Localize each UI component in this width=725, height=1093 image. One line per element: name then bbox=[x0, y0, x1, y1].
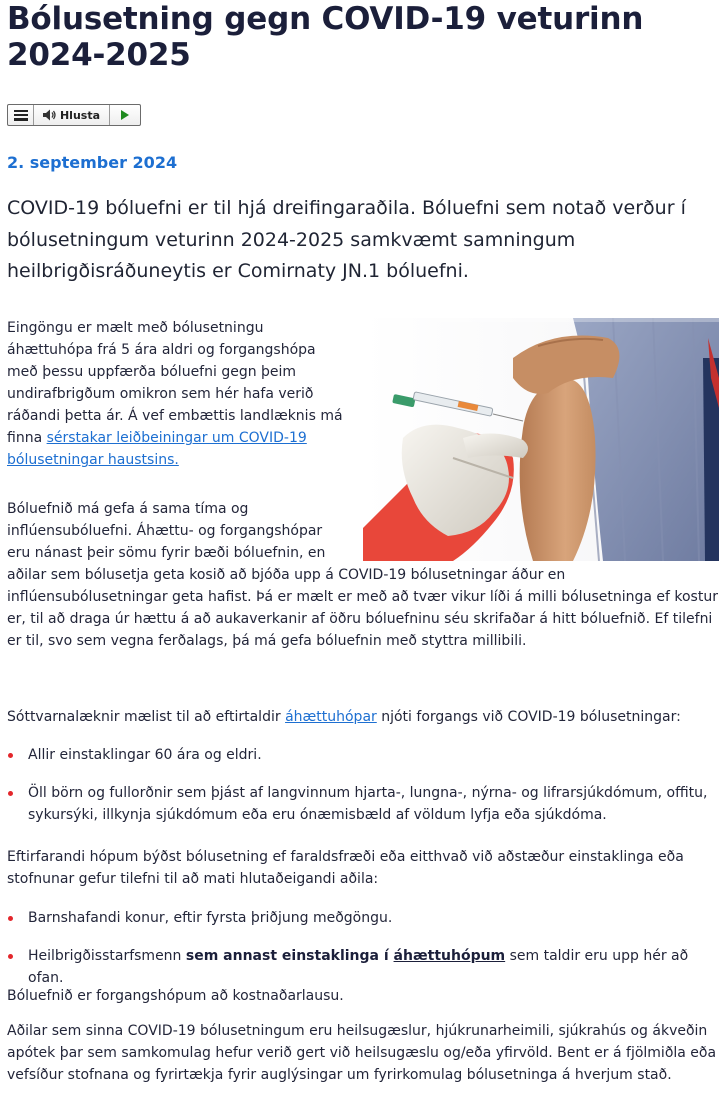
page-title: Bólusetning gegn COVID-19 veturinn 2024-2025 bbox=[7, 1, 644, 73]
play-icon bbox=[121, 110, 129, 120]
bullet-dot bbox=[8, 916, 13, 921]
read-aloud-player bbox=[7, 104, 141, 126]
speaker-icon bbox=[43, 109, 57, 121]
list-item bbox=[7, 782, 719, 826]
paragraph-2-body: Bóluefnið má gefa á sama tíma og inflúensubóluefni. Áhættu- og forgangshópar eru nánast þeir sömu fyrir bæði bóluefnin, en aðilar sem bólusetja geta kosið að bjóða upp á COVID-19 bólusetningar áður en inflúensubólusetningar geta hafist. Þá er mælt er með að tvær vikur líði á milli bólusetninga ef kostur er, til að draga úr hættu á að aukaverkanir af öðru bóluefninu séu skrifaðar á hitt bóluefnið. Ef tilefni er til, svo sem vegna ferðalags, þá má gefa bóluefnin með styttra millibili. bbox=[7, 501, 718, 649]
image-float-spacer bbox=[349, 498, 719, 562]
publish-date: 2. september 2024 bbox=[7, 153, 178, 172]
paragraph-3 bbox=[7, 706, 719, 728]
list-item-text: Heilbrigðisstarfsmenn bbox=[28, 948, 186, 964]
eligible-list bbox=[7, 907, 719, 989]
bullet-dot bbox=[8, 954, 13, 959]
risk-groups-link[interactable]: áhættuhópar bbox=[285, 709, 377, 725]
bullet-dot bbox=[8, 753, 13, 758]
priority-list bbox=[7, 744, 719, 826]
paragraph-6: Aðilar sem sinna COVID-19 bólusetningum eru heilsugæslur, hjúkrunarheimili, sjúkrahús og ákveðin apótek þar sem samkomulag hefur verið gert við heilsugæslu og/eða yfirvöld. Bent er á fjölmiðla eða vefsíður stofnana og fyrirtækja fyrir auglýsingar um fyrirkomulag bólusetninga á hverjum stað. bbox=[7, 1023, 717, 1083]
risk-groups-link-2[interactable]: áhættuhópum bbox=[393, 948, 506, 964]
paragraph-3-after: njóti forgangs við COVID-19 bólusetningar: bbox=[376, 709, 681, 725]
hamburger-icon bbox=[14, 110, 28, 121]
list-item-text: Öll börn og fullorðnir sem þjást af langvinnum hjarta-, lungna-, nýrna- og lifrarsjúkdómum, offitu, sykursýki, illkynja sjúkdómum eða eru ónæmisbæld af völdum lyfja eða sjúkdóma. bbox=[28, 785, 708, 823]
paragraph-2-text bbox=[7, 498, 719, 652]
list-item-text: Allir einstaklingar 60 ára og eldri. bbox=[28, 747, 262, 763]
player-menu-button[interactable] bbox=[8, 105, 34, 125]
paragraph-5: Bóluefnið er forgangshópum að kostnaðarlausu. bbox=[7, 988, 344, 1004]
lead-paragraph: COVID-19 bóluefni er til hjá dreifingaraðila. Bóluefni sem notað verður í bólusetningum veturinn 2024-2025 samkvæmt samningum heilbrigðisráðuneytis er Comirnaty JN.1 bóluefni. bbox=[7, 197, 686, 282]
paragraph-1 bbox=[7, 317, 349, 471]
listen-button[interactable] bbox=[34, 105, 110, 125]
list-item-bold: sem annast einstaklinga í bbox=[185, 948, 394, 964]
list-item bbox=[7, 945, 719, 989]
paragraph-3-before: Sóttvarnalæknir mælist til að eftirtaldir bbox=[7, 709, 286, 725]
bullet-dot bbox=[8, 791, 13, 796]
guidelines-link[interactable]: sérstakar leiðbeiningar um COVID-19 bólusetningar haustsins. bbox=[7, 430, 307, 468]
play-button[interactable] bbox=[110, 105, 140, 125]
listen-label: Hlusta bbox=[59, 108, 101, 122]
list-item bbox=[7, 744, 719, 766]
list-item-after: sem taldir eru upp hér að ofan. bbox=[28, 948, 689, 986]
paragraph-1-text: Eingöngu er mælt með bólusetningu áhættuhópa frá 5 ára aldri og forgangshópa með þessu uppfærða bóluefni gegn þeim undirafbrigðum omikron sem hér hafa verið ráðandi þetta ár. Á vef embættis landlæknis má finna bbox=[7, 320, 343, 446]
list-item-text: Barnshafandi konur, eftir fyrsta þriðjung meðgöngu. bbox=[28, 910, 393, 926]
paragraph-4: Eftirfarandi hópum býðst bólusetning ef faraldsfræði eða eitthvað við aðstæður einstaklinga eða stofnunar gefur tilefni til að mati hlutaðeigandi aðila: bbox=[7, 849, 684, 887]
list-item bbox=[7, 907, 719, 929]
